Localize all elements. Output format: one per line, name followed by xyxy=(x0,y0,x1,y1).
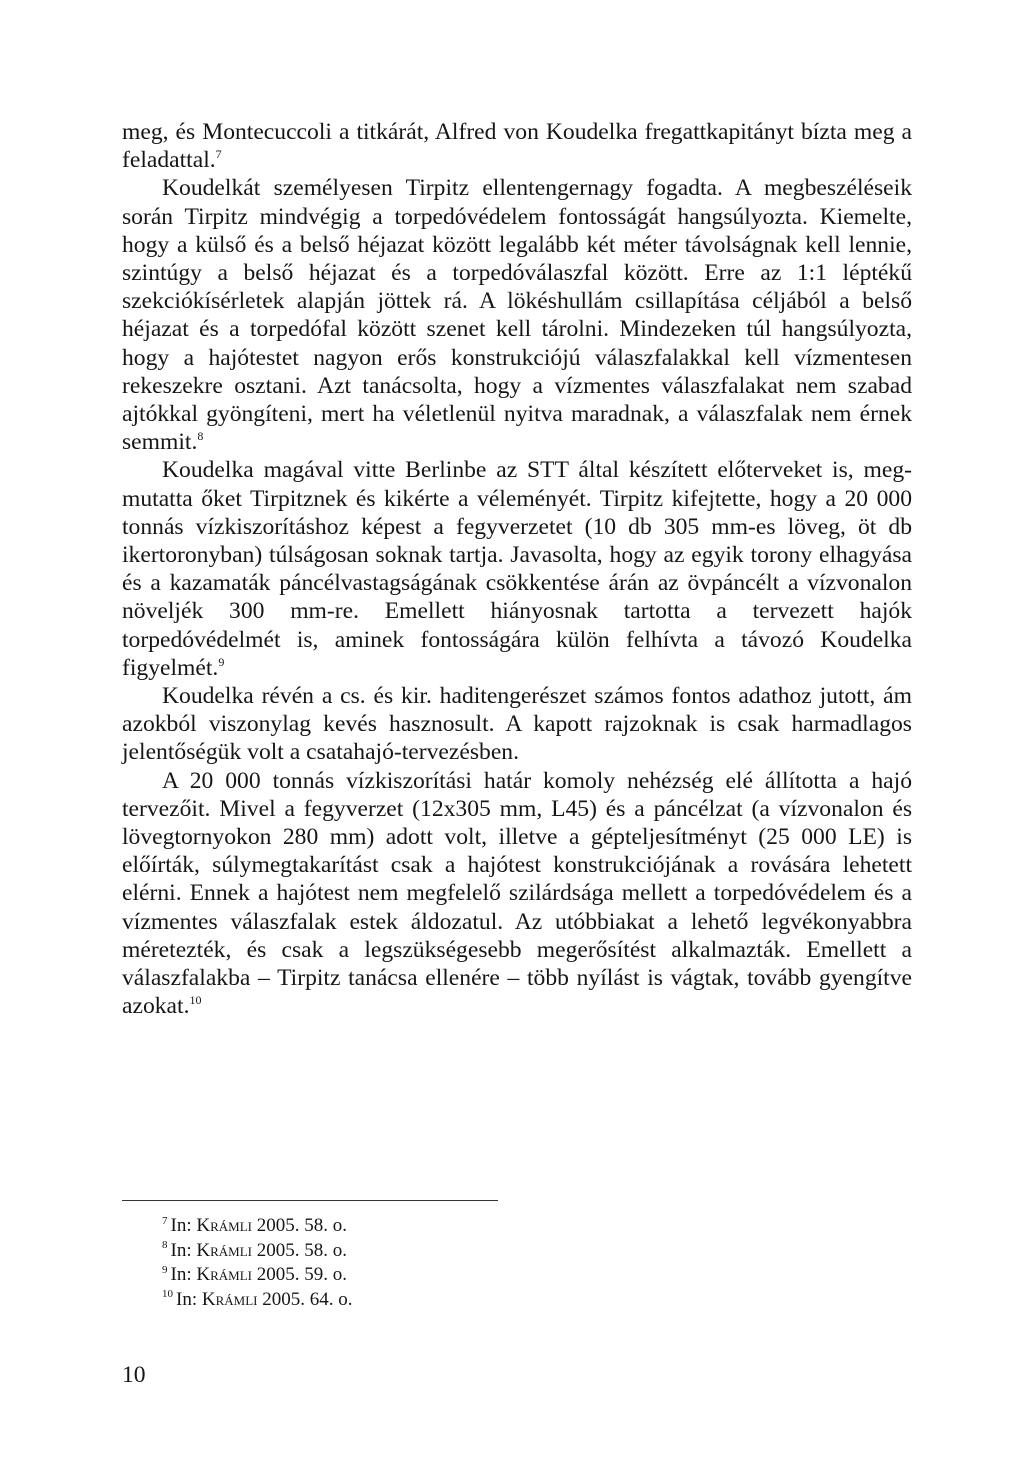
footnote-prefix: In: xyxy=(170,1215,197,1236)
paragraph-2 xyxy=(122,174,912,456)
paragraph-text: Koudelka magával vitte Berlinbe az STT által készített előterveket is, megmutatta őket Tirpitznek és kikérte a véleményét. Tirpitz kifejtette, hogy a 20 000 tonnás vízkiszorításhoz képest a fegyverzetet (10 db 305 mm-es löveg, öt db ikertoronyban) túlságosan soknak tartja. Javasolta, hogy az egyik torony elhagyása és a kazamaták páncélvastagságának csökkentése árán az övpáncélt a vízvonalon növeljék 300 mm-re. Emellett hiányosnak tartotta a tervezett hajók torpedóvédelmét is, aminek fontosságára külön felhívta a távozó Koudelka figyelmét. xyxy=(122,457,912,681)
footnote-citation: 2005. 58. o. xyxy=(251,1215,347,1236)
page-number: 10 xyxy=(122,1362,146,1388)
footnote-reference: 8 xyxy=(197,429,204,444)
paragraph-1 xyxy=(122,118,912,174)
footnote-author: Krámli xyxy=(201,1288,258,1310)
footnote-mark: 10 xyxy=(162,1288,173,1301)
paragraph-text: Koudelkát személyesen Tirpitz ellentengernagy fogadta. A megbeszéléseik során Tirpitz mindvégig a torpedóvédelem fontosságát hangsúlyozta. Kiemelte, hogy a külső és a belső héjazat között legalább két méter távolságnak kell lennie, szintúgy a belső héjazat és a torpedóválaszfal között. Erre az 1:1 léptékű szekciókísérletek alapján jöttek rá. A lökéshullám csillapítása céljából a belső héjazat és a torpedófal között szenet kell tárolni. Mindezeken túl hangsúlyozta, hogy a hajótestet nagyon erős konstrukciójú válaszfalakkal kell vízmentesen rekeszekre osztani. Azt tanácsolta, hogy a vízmentes válaszfalakat nem szabad ajtókkal gyöngíteni, mert ha véletlenül nyitva maradnak, a válaszfalak nem érnek semmit. xyxy=(122,175,912,456)
footnote-author: Krámli xyxy=(196,1264,252,1286)
footnote-author: Krámli xyxy=(196,1215,252,1236)
footnote-author: Krámli xyxy=(196,1239,252,1261)
paragraph-3 xyxy=(122,456,912,682)
footnote-prefix: In: xyxy=(170,1264,197,1286)
footnote-item xyxy=(162,1214,762,1239)
body-text xyxy=(122,118,912,1021)
footnote-citation: 2005. 58. o. xyxy=(251,1239,347,1261)
paragraph-text: Koudelka révén a cs. és kir. haditengerészet számos fontos adathoz jutott, ám azokból viszonylag kevés hasznosult. A kapott rajzoknak is csak harmadlagos jelentőségük volt a csatahajó-tervezésben. xyxy=(122,683,912,766)
footnote-prefix: In: xyxy=(176,1288,202,1310)
footnote-mark: 8 xyxy=(162,1239,168,1252)
footnote-prefix: In: xyxy=(170,1239,197,1261)
paragraph-4 xyxy=(122,682,912,767)
paragraph-text: meg, és Montecuccoli a titkárát, Alfred von Koudelka fregattkapitányt bízta meg a feladattal. xyxy=(122,119,912,174)
footnote-mark: 9 xyxy=(162,1263,168,1276)
footnote-mark: 7 xyxy=(162,1214,168,1227)
footnote-reference: 7 xyxy=(215,147,222,162)
footnote-reference: 10 xyxy=(189,993,202,1008)
paragraph-5 xyxy=(122,767,912,1021)
paragraph-text: A 20 000 tonnás vízkiszorítási határ komoly nehézség elé állította a hajó tervezőit. Mivel a fegyverzet (12x305 mm, L45) és a páncélzat (a vízvonalon és lövegtornyokon 280 mm) adott volt, illetve a gépteljesítményt (25 000 LE) is előírták, súlymegtakarítást csak a hajótest konstrukciójának a rovására lehetett elérni. Ennek a hajótest nem megfelelő szilárdsága mellett a torpedóvédelem és a vízmentes válaszfalak estek áldozatul. Az utóbbiakat a lehető legvékonyabbra méretezték, és csak a legszükségesebb megerősítést alkalmazták. Emellett a válaszfalakba – Tirpitz tanácsa ellenére – több nyílást is vágtak, tovább gyengítve azokat. xyxy=(122,767,912,1020)
footnote-reference: 9 xyxy=(218,655,225,669)
footnote-divider xyxy=(122,1200,498,1201)
footnote-item xyxy=(162,1239,762,1264)
footnote-item xyxy=(162,1288,762,1313)
footnote-citation: 2005. 64. o. xyxy=(257,1288,353,1310)
footnotes xyxy=(162,1214,762,1312)
footnote-item xyxy=(162,1263,762,1288)
footnote-citation: 2005. 59. o. xyxy=(251,1264,347,1286)
